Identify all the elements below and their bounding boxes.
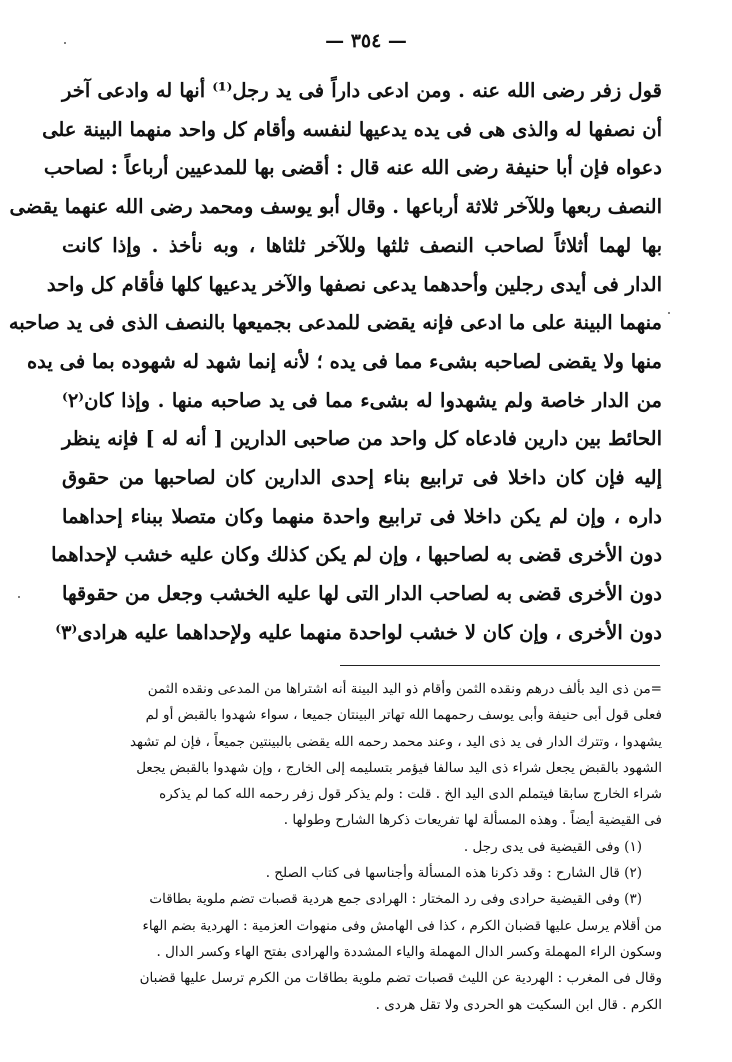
footnotes-section bbox=[58, 676, 662, 1018]
footnote-3: (٣) وفى القيضية حرادى وفى رد المختار : الهرادى جمع هردية قصبات تضم ملوية بطاقات bbox=[149, 891, 642, 908]
main-text-line: إليه فإن كان داخلا فى ترابيع بناء إحدى الدارين كان لصاحبها من حقوق bbox=[62, 466, 662, 490]
main-text-line: دعواه فإن أبا حنيفة رضى الله عنه قال : أقضى بها للمدعيين أرباعاً : لصاحب bbox=[43, 156, 662, 180]
footnote-3-continuation: الكرم . قال ابن السكيت هو الحردى ولا تقل هردى . bbox=[375, 996, 662, 1013]
main-text-line: قول زفر رضى الله عنه . ومن ادعى داراً فى يد رجل⁽¹⁾ أنها له وادعى آخر bbox=[62, 79, 662, 102]
footnote-continuation-line: شراء الخارج سابقا فيتملم الدى اليد الخ . قلت : ولم يذكر قول زفر رحمه الله كما لم يذكره bbox=[159, 786, 662, 803]
footnote-continuation-line: فى القيضية أيضاً . وهذه المسألة لها تفريعات ذكرها الشارح وطولها . bbox=[283, 812, 662, 829]
page-number: — ٣٥٤ — bbox=[325, 30, 407, 52]
footnote-continuation-line: =من ذى اليد بألف درهم ونقده الثمن وأقام ذو اليد البينة أنه اشتراها من المدعى ونقده الثمن bbox=[147, 681, 662, 697]
main-text-line: الدار فى أيدى رجلين وأحدهما يدعى نصفها والآخر يدعيها كلها فأقام كل واحد bbox=[46, 272, 662, 296]
main-text-line: دون الأخرى قضى به لصاحبها ، وإن لم يكن كذلك وكان عليه خشب لإحداهما bbox=[51, 543, 662, 567]
footnote-separator-rule bbox=[340, 665, 660, 666]
footnote-3-continuation: وقال فى المغرب : الهردية عن الليث قصبات تضم ملوية بطاقات من الكرم ترسل عليها قضبان bbox=[139, 970, 662, 987]
footnote-3-continuation: وسكون الراء المهملة وكسر الدال المهملة والياء المشددة والهرادى بفتح الهاء وكسر الدال . bbox=[156, 943, 662, 960]
main-text-line: منها ولا يقضى لصاحبه بشىء مما فى يده ؛ لأنه إنما شهد له شهوده بما فى يده bbox=[26, 349, 662, 373]
footnote-continuation-line: يشهدوا ، وتترك الدار فى يد ذى اليد ، وعند محمد رحمه الله يقضى بالبينتين جميعاً ، فإن لم تشهد bbox=[129, 733, 662, 750]
scan-speck bbox=[64, 42, 66, 44]
main-text-line: بها لهما أثلاثاً لصاحب النصف ثلثها وللآخر ثلثاها ، وبه نأخذ . وإذا كانت bbox=[62, 233, 662, 257]
main-text-body bbox=[8, 72, 662, 653]
scan-speck bbox=[18, 596, 20, 598]
main-text-line: النصف ربعها وللآخر ثلاثة أرباعها . وقال أبو يوسف ومحمد رضى الله عنهما يقضى bbox=[9, 195, 662, 219]
main-text-line: دون الأخرى قضى به لصاحب الدار التى لها عليه الخشب وجعل من حقوقها bbox=[62, 582, 662, 606]
main-text-line: الحائط بين دارين فادعاه كل واحد من صاحبى الدارين [ أنه له ] فإنه ينظر bbox=[62, 427, 662, 451]
scan-speck bbox=[668, 312, 670, 314]
main-text-line: من الدار خاصة ولم يشهدوا له بشىء مما فى يد صاحبه منها . وإذا كان⁽٢⁾ bbox=[62, 388, 662, 412]
footnote-continuation-line: فعلى قول أبى حنيفة وأبى يوسف رحمهما الله تهاتر البينتان جميعا ، سواء شهدوا بالقبض أو لم bbox=[145, 707, 662, 724]
footnote-2: (٢) قال الشارح : وقد ذكرنا هذه المسألة وأجناسها فى كتاب الصلح . bbox=[265, 865, 642, 882]
footnote-3-continuation: من أقلام يرسل عليها قضبان الكرم ، كذا فى الهامش وفى منهوات العزمية : الهردية بضم الهاء bbox=[142, 917, 662, 934]
footnote-continuation-line: الشهود بالقبض يجعل شراء ذى اليد سالفا فيؤمر بتسليمه إلى الخارج ، وإن شهدوا بالقبض يجعل bbox=[136, 759, 662, 776]
main-text-line: دون الأخرى ، وإن كان لا خشب لواحدة منهما عليه ولإحداهما عليه هرادى⁽٣⁾ bbox=[55, 620, 662, 644]
main-text-line: داره ، وإن لم يكن داخلا فى ترابيع واحدة منهما وكان متصلا ببناء إحداهما bbox=[62, 504, 662, 528]
main-text-line: أن نصفها له والذى هى فى يده يدعيها لنفسه وأقام كل واحد منهما البينة على bbox=[42, 117, 662, 141]
footnote-1: (١) وفى القيضية فى يدى رجل . bbox=[463, 838, 642, 855]
main-text-line: منهما البينة على ما ادعى فإنه يقضى للمدعى بجميعها بالنصف الذى فى يد صاحبه bbox=[8, 311, 662, 335]
